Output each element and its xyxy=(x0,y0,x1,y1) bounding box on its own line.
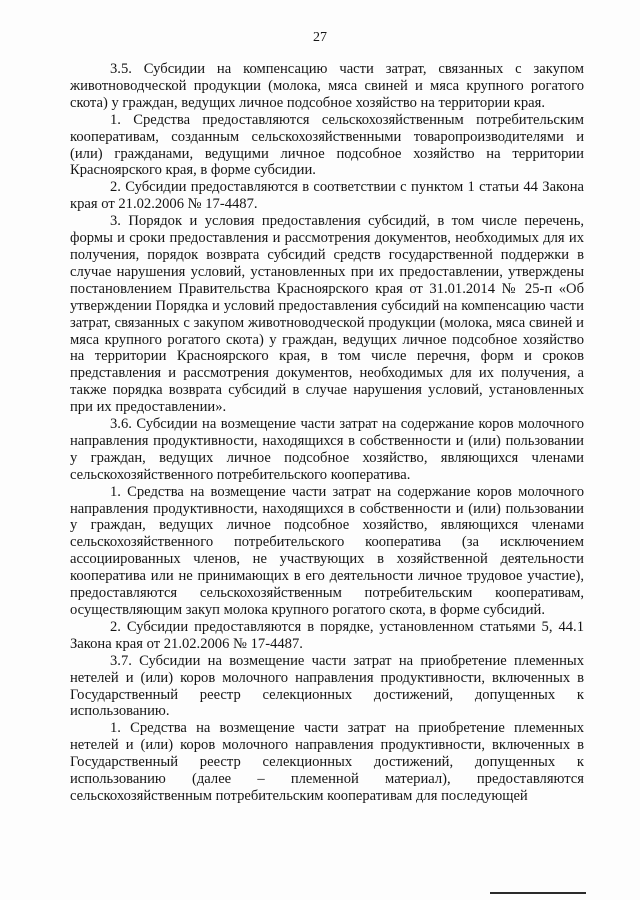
section-3-6-item-1: 1. Средства на возмещение части затрат на содержание коров молочного направления продуктивности, находящихся в собственности и (или) пользовании у граждан, ведущих личное подсобное хозяйство, являющихся членами сельскохозяйственного потребительского кооператива (за исключением ассоциированных членов, не участвующих в хозяйственной деятельности кооператива или не принимающих в его деятельности личное трудовое участие), предоставляются сельскохозяйственным потребительским кооперативам, осуществляющим закуп молока крупного рогатого скота, в форме субсидий. xyxy=(70,483,584,618)
section-3-7-item-1: 1. Средства на возмещение части затрат на приобретение племенных нетелей и (или) коров молочного направления продуктивности, включенных в Государственный реестр селекционных достижений, допущенных к использованию (далее – племенной материал), предоставляются сельскохозяйственным потребительским кооперативам для последующей xyxy=(70,720,584,804)
section-3-5-item-3: 3. Порядок и условия предоставления субсидий, в том числе перечень, формы и сроки предоставления и рассмотрения документов, необходимых для их получения, порядок возврата субсидий средств государственной поддержки в случае нарушения условий, установленных при их предоставлении, утверждены постановлением Правительства Красноярского края от 31.01.2014 № 25-п «Об утверждении Порядка и условий предоставления субсидий на компенсацию части затрат, связанных с закупом животноводческой продукции (молока, мяса свиней и мяса крупного рогатого скота) у граждан, ведущих личное подсобное хозяйство на территории Красноярского края, в том числе перечня, форм и сроков представления и рассмотрения документов, необходимых для их получения, а также порядка возврата субсидий в случае нарушения условий, установленных при их предоставлении». xyxy=(70,213,584,416)
section-3-5-heading: 3.5. Субсидии на компенсацию части затрат, связанных с закупом животноводческой продукции (молока, мяса свиней и мяса крупного рогатого скота) у граждан, ведущих личное подсобное хозяйство на территории края. xyxy=(70,61,584,111)
section-3-7-heading: 3.7. Субсидии на возмещение части затрат на приобретение племенных нетелей и (или) коров молочного направления продуктивности, включенных в Государственный реестр селекционных достижений, допущенных к использованию. xyxy=(70,652,584,720)
section-3-5-item-2: 2. Субсидии предоставляются в соответствии с пунктом 1 статьи 44 Закона края от 21.02.2006 № 17-4487. xyxy=(70,179,584,213)
section-3-6-item-2: 2. Субсидии предоставляются в порядке, установленном статьями 5, 44.1 Закона края от 21.02.2006 № 17-4487. xyxy=(70,618,584,652)
page-number: 27 xyxy=(313,30,327,45)
section-3-6-heading: 3.6. Субсидии на возмещение части затрат на содержание коров молочного направления продуктивности, находящихся в собственности и (или) пользовании у граждан, ведущих личное подсобное хозяйство, являющихся членами сельскохозяйственного потребительского кооператива. xyxy=(70,416,584,483)
document-body xyxy=(70,61,584,805)
footer-rule xyxy=(490,892,586,894)
section-3-5-item-1: 1. Средства предоставляются сельскохозяйственным потребительским кооперативам, созданным сельскохозяйственными товаропроизводителями и (или) гражданами, ведущими личное подсобное хозяйство на территории Красноярского края, в форме субсидии. xyxy=(70,111,584,179)
